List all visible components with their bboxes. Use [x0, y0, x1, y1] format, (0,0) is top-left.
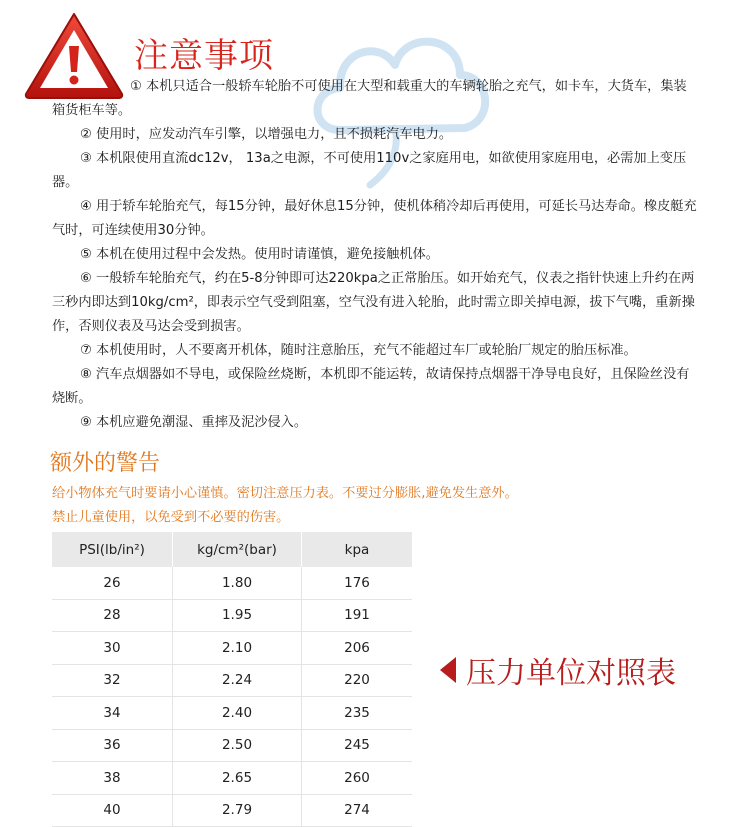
note-item: ⑥ 一般轿车轮胎充气，约在5-8分钟即可达220kpa之正常胎压。如开始充气，仪表之指针快速上升约在两三秒内即达到10kg/cm²，即表示空气受到阻塞，空气没有进入轮胎，此时需立即关掉电源，拔下气嘴，重新操作，否则仪表及马达会受到损害。	[52, 271, 695, 334]
cell-psi: 30	[52, 632, 173, 665]
cell-psi: 34	[52, 697, 173, 730]
cell-kgcm2: 2.24	[173, 664, 302, 697]
note-item: ③ 本机限使用直流dc12v， 13a之电源，不可使用110v之家庭用电，如欲使用家庭用电，必需加上变压器。	[52, 151, 687, 190]
table-row	[52, 697, 412, 730]
table-row	[52, 632, 412, 665]
cell-psi: 40	[52, 794, 173, 827]
cell-psi: 28	[52, 599, 173, 632]
cell-kgcm2: 2.10	[173, 632, 302, 665]
cell-kgcm2: 2.50	[173, 729, 302, 762]
note-item: ⑦ 本机使用时，人不要离开机体，随时注意胎压，充气不能超过车厂或轮胎厂规定的胎压标准。	[80, 343, 637, 358]
cell-kgcm2: 2.40	[173, 697, 302, 730]
warning-line: 禁止儿童使用，以免受到不必要的伤害。	[52, 510, 290, 525]
header-kpa: kpa	[302, 532, 413, 567]
header-kgcm2: kg/cm²(bar)	[173, 532, 302, 567]
pressure-table-label	[440, 648, 676, 692]
cell-kpa: 206	[302, 632, 413, 665]
cell-kgcm2: 2.79	[173, 794, 302, 827]
pressure-table-label-text: 压力单位对照表	[466, 656, 676, 691]
left-arrow-icon	[440, 657, 456, 683]
pressure-table	[52, 532, 412, 827]
cell-kgcm2: 1.95	[173, 599, 302, 632]
note-item: ④ 用于轿车轮胎充气，每15分钟，最好休息15分钟，使机体稍冷却后再使用，可延长马达寿命。橡皮艇充气时，可连续使用30分钟。	[52, 199, 697, 238]
note-item: ⑧ 汽车点烟器如不导电，或保险丝烧断，本机即不能运转，故请保持点烟器干净导电良好，且保险丝没有烧断。	[52, 367, 690, 406]
cell-kgcm2: 1.80	[173, 567, 302, 599]
note-item: ⑨ 本机应避免潮湿、重摔及泥沙侵入。	[80, 415, 308, 430]
table-row	[52, 664, 412, 697]
warning-line: 给小物体充气时要请小心谨慎。密切注意压力表。不要过分膨胀,避免发生意外。	[52, 486, 518, 501]
page-title: 注意事项	[134, 36, 274, 76]
cell-kpa: 245	[302, 729, 413, 762]
cell-kpa: 220	[302, 664, 413, 697]
cell-kpa: 235	[302, 697, 413, 730]
notes-list	[52, 75, 697, 435]
table-row	[52, 729, 412, 762]
table-row	[52, 599, 412, 632]
note-item: ⑤ 本机在使用过程中会发热。使用时请谨慎，避免接触机体。	[80, 247, 439, 262]
cell-kpa: 176	[302, 567, 413, 599]
cell-kpa: 274	[302, 794, 413, 827]
cell-psi: 26	[52, 567, 173, 599]
extra-warning-title: 额外的警告	[50, 451, 161, 476]
cell-psi: 36	[52, 729, 173, 762]
table-row	[52, 567, 412, 599]
header-psi: PSI(lb/in²)	[52, 532, 173, 567]
table-row	[52, 794, 412, 827]
note-item: ② 使用时，应发动汽车引擎，以增强电力，且不损耗汽车电力。	[80, 127, 453, 142]
cell-kpa: 191	[302, 599, 413, 632]
cell-kgcm2: 2.65	[173, 762, 302, 795]
table-row	[52, 762, 412, 795]
cell-kpa: 260	[302, 762, 413, 795]
note-item: ① 本机只适合一般轿车轮胎不可使用在大型和载重大的车辆轮胎之充气，如卡车，大货车，集装箱货柜车等。	[52, 79, 687, 118]
cell-psi: 38	[52, 762, 173, 795]
extra-warning-list	[52, 482, 518, 530]
cell-psi: 32	[52, 664, 173, 697]
table-header-row	[52, 532, 412, 567]
